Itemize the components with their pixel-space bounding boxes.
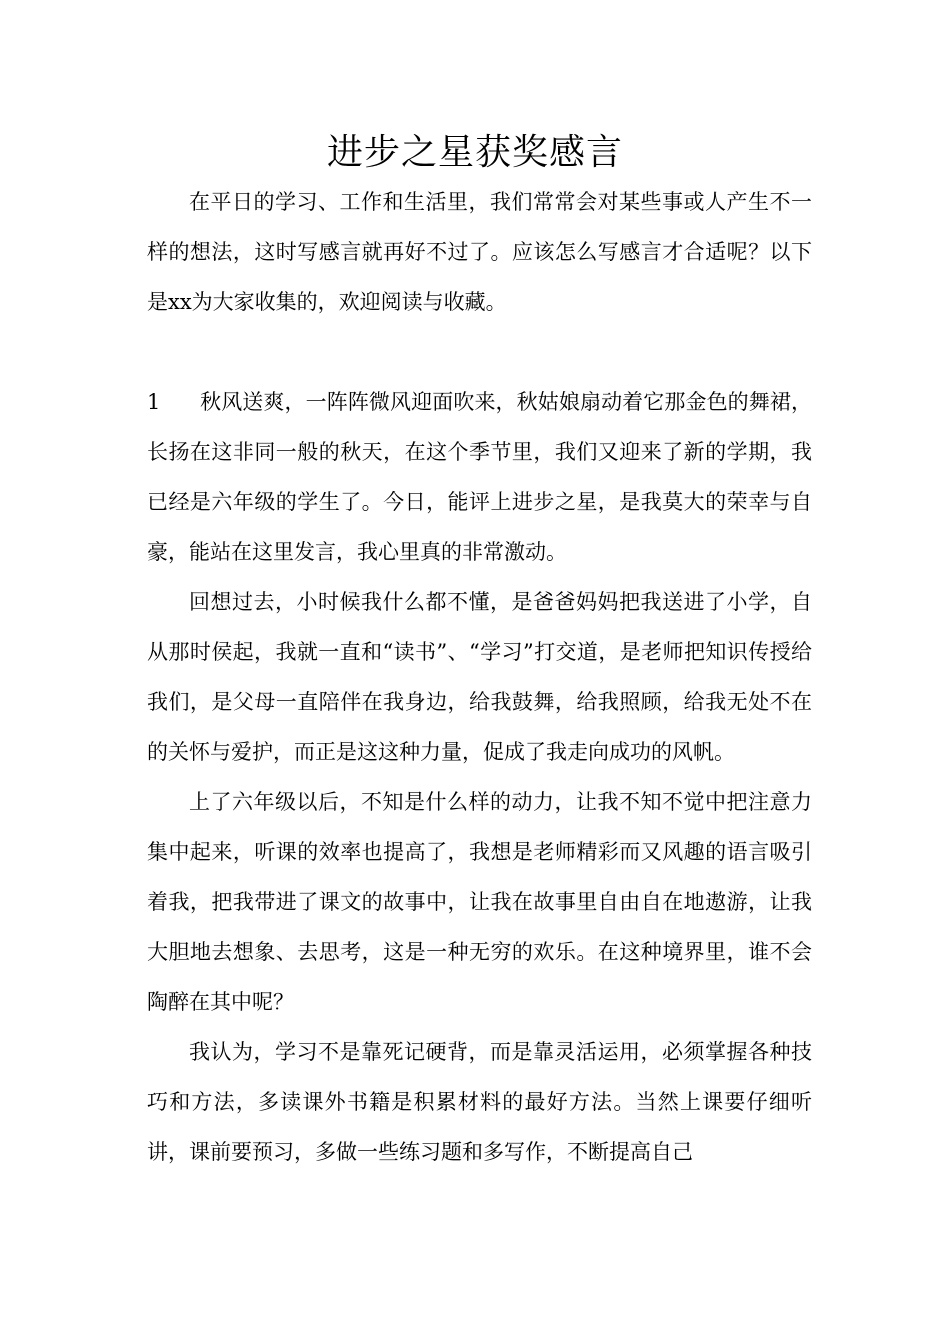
body-paragraph: 我认为，学习不是靠死记硬背，而是靠灵活运用，必须掌握各种技巧和方法，多读课外书籍是积累材料的最好方法。当然上课要仔细听讲，课前要预习，多做一些练习题和多写作，不断提高自己 (147, 1040, 812, 1164)
section-1-paragraph (147, 377, 812, 577)
body-paragraph: 上了六年级以后，不知是什么样的动力，让我不知不觉中把注意力集中起来，听课的效率也提高了，我想是老师精彩而又风趣的语言吸引着我，把我带进了课文的故事中，让我在故事里自由自在地遨游，让我大胆地去想象、去思考，这是一种无穷的欢乐。在这种境界里，谁不会陶醉在其中呢？ (147, 790, 812, 1014)
paragraph-text: 秋风送爽，一阵阵微风迎面吹来，秋姑娘扇动着它那金色的舞裙，长扬在这非同一般的秋天，在这个季节里，我们又迎来了新的学期，我已经是六年级的学生了。今日，能评上进步之星，是我莫大的荣幸与自豪，能站在这里发言，我心里真的非常激动。 (147, 390, 812, 564)
document-title: 进步之星获奖感言 (326, 132, 623, 173)
body-paragraph: 回想过去，小时候我什么都不懂，是爸爸妈妈把我送进了小学，自从那时侯起，我就一直和“读书”、“学习”打交道，是老师把知识传授给我们，是父母一直陪伴在我身边，给我鼓舞，给我照顾，给我无处不在的关怀与爱护，而正是这这种力量，促成了我走向成功的风帆。 (147, 590, 812, 764)
intro-paragraph: 在平日的学习、工作和生活里，我们常常会对某些事或人产生不一样的想法，这时写感言就再好不过了。应该怎么写感言才合适呢？以下是xx为大家收集的，欢迎阅读与收藏。 (147, 190, 812, 314)
document-body (147, 177, 812, 1177)
section-number: 1 (147, 390, 161, 414)
